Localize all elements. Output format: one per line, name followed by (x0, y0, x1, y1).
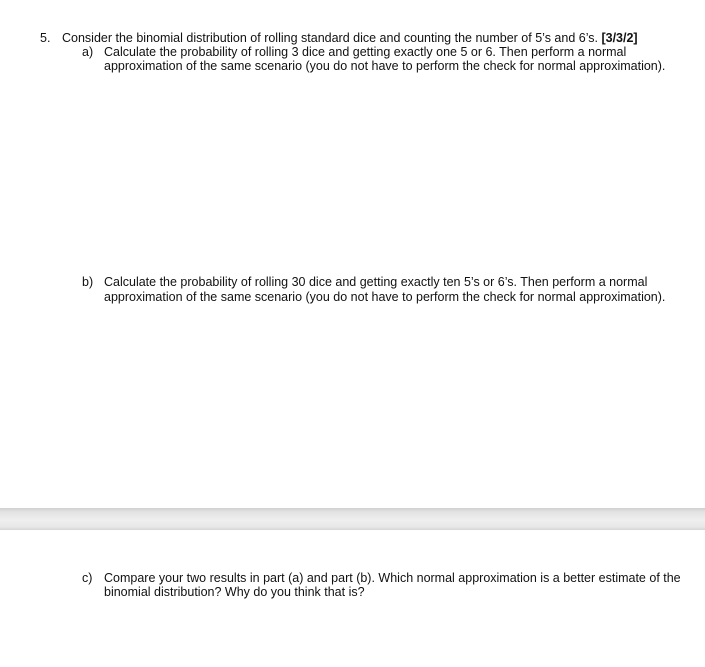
part-c-label: c) (82, 571, 93, 585)
question-stem (62, 31, 638, 46)
part-b-line-1: Calculate the probability of rolling 30 dice and getting exactly ten 5’s or 6’s. Then perform a normal (104, 275, 648, 289)
part-c-line-1: Compare your two results in part (a) and part (b). Which normal approximation is a better estimate of the (104, 571, 681, 585)
question-number: 5. (40, 31, 51, 45)
page-break-separator (0, 508, 705, 530)
part-b-line-2: approximation of the same scenario (you do not have to perform the check for normal approximation). (104, 290, 666, 304)
part-a-line-2: approximation of the same scenario (you do not have to perform the check for normal approximation). (104, 59, 666, 73)
part-a-label: a) (82, 45, 94, 59)
question-marks: [3/3/2] (601, 31, 638, 45)
document-page-bottom (0, 530, 705, 667)
question-text: Consider the binomial distribution of rolling standard dice and counting the number of 5’s and 6’s. (62, 31, 598, 45)
part-c-line-2: binomial distribution? Why do you think that is? (104, 585, 365, 599)
part-b-label: b) (82, 275, 94, 289)
part-a-line-1: Calculate the probability of rolling 3 dice and getting exactly one 5 or 6. Then perform a normal (104, 45, 627, 59)
